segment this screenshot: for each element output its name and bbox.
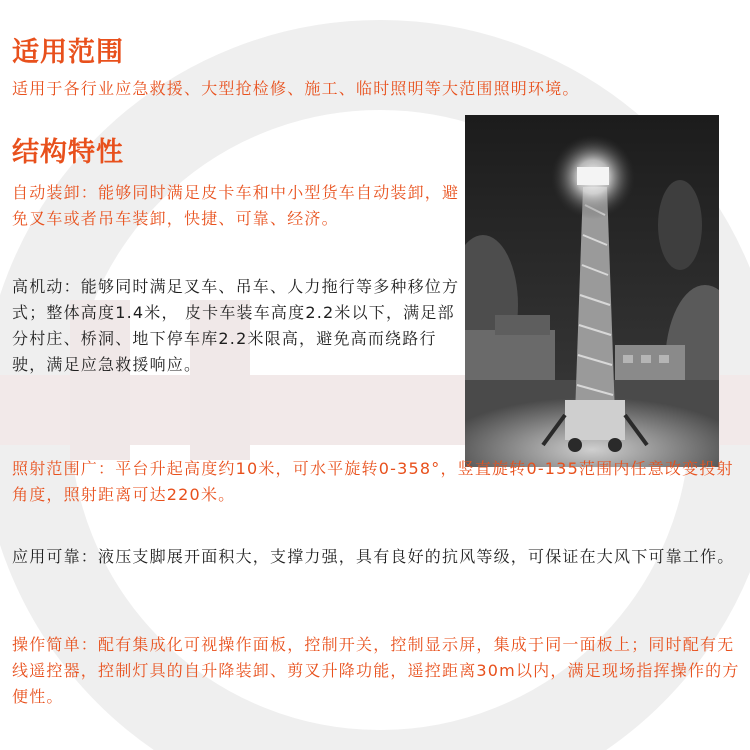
product-photo xyxy=(465,115,719,467)
feature-auto-load: 自动装卸：能够同时满足皮卡车和中小型货车自动装卸，避免叉车或者吊车装卸，快捷、可靠、经济。 xyxy=(12,183,460,228)
feature-mobility: 高机动：能够同时满足叉车、吊车、人力拖行等多种移位方式；整体高度1.4米， 皮卡车装车高度2.2米以下，满足部分村庄、桥洞、地下停车库2.2米限高，避免高而绕路行驶，满足应急救援响应。 xyxy=(12,277,460,374)
scope-text: 适用于各行业应急救援、大型抢检修、施工、临时照明等大范围照明环境。 xyxy=(12,79,580,98)
section-title-features: 结构特性 xyxy=(12,137,124,168)
feature-reliable: 应用可靠：液压支脚展开面积大，支撑力强，具有良好的抗风等级，可保证在大风下可靠工作。 xyxy=(12,547,735,566)
section-title-scope: 适用范围 xyxy=(12,37,124,68)
feature-irradiation: 照射范围广：平台升起高度约10米，可水平旋转0-358°，竖直旋转0-135范围内任意改变投射角度，照射距离可达220米。 xyxy=(12,459,734,504)
feature-operation: 操作简单：配有集成化可视操作面板，控制开关，控制显示屏，集成于同一面板上；同时配有无线遥控器，控制灯具的自升降装卸、剪叉升降功能，遥控距离30m以内，满足现场指挥操作的方便性。 xyxy=(12,635,740,706)
